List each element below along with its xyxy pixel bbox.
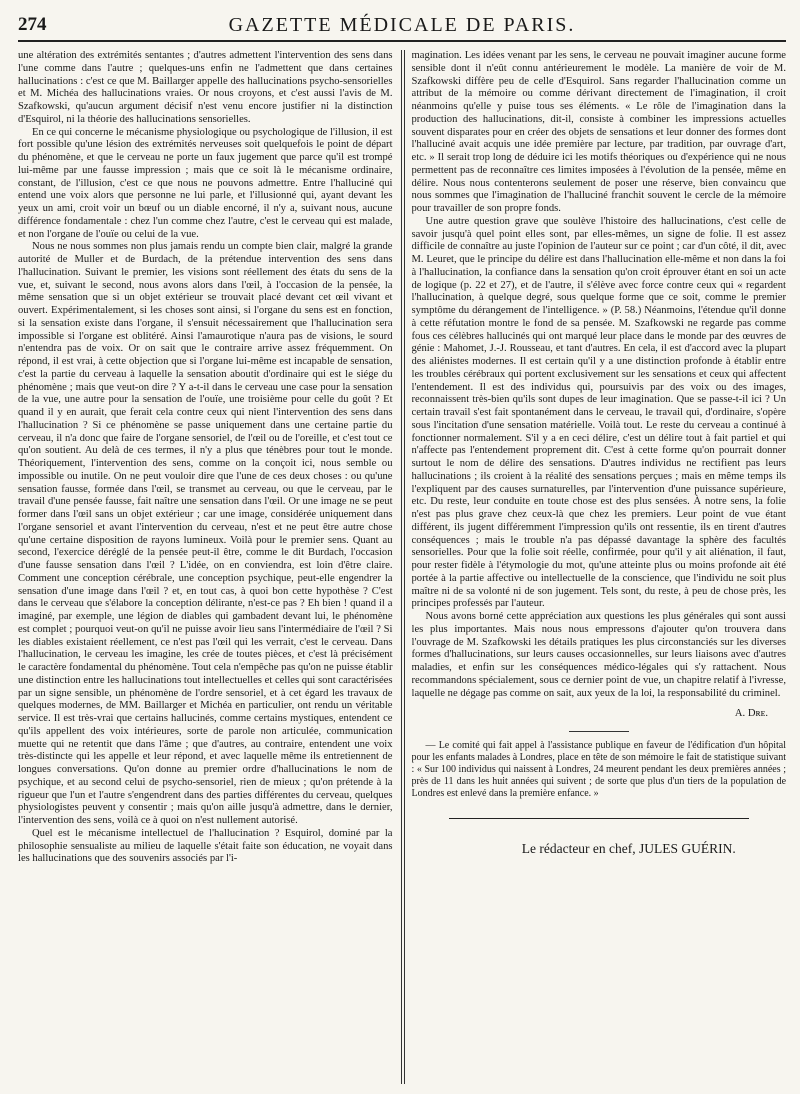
paragraph: En ce qui concerne le mécanisme physiologique ou psychologique de l'illusion, il est fort possible qu'une lésion des extrémités nerveuses soit quelquefois le point de départ du phénomène, et que le cerveau ne porte un faux jugement que parce qu'il est trompé lui-même par une fausse impression ; mais que ce soit là le mécanisme ordinaire, constant, de l'illusion, c'est ce que nous ne pouvons admettre. Entre l'halluciné qui entend une voix alors que personne ne lui parle, et l'illusionné qui, ayant devant les yeux un ami, croit voir un bœuf ou un diable encorné, il n'y a, suivant nous, aucune différence fondamentale : chez l'un comme chez l'autre, c'est le cerveau qui est malade, et non l'organe de l'ouïe ou celui de la vue. bbox=[18, 126, 393, 240]
paragraph: Nous avons borné cette appréciation aux questions les plus générales qui sont aussi les plus importantes. Mais nous nous empressons d'ajouter qu'on trouvera dans l'ouvrage de M. Szafkowski les détails pratiques les plus circonstanciés sur les diverses formes d'hallucinations, sur leurs causes occasionnelles, sur leurs liaisons avec d'autres maladies, et enfin sur les conséquences médico-légales qui s'y rattachent. Nous recommandons spécialement, sous ce dernier point de vue, un chapitre relatif à l'ivresse, laquelle ne dégage pas comme on sait, aux yeux de la loi, la responsabilité du criminel. bbox=[411, 611, 787, 699]
paragraph: Nous ne nous sommes non plus jamais rendu un compte bien clair, malgré la grande autorité de Muller et de Burdach, de la prétendue intervention des sens dans l'hallucination. Suivant le premier, les visions sont réellement des états du sens de la vue, et, suivant le second, nous avons alors dans l'œil, à l'occasion de la pensée, la même sensation que si un objet extérieur se trouvait placé devant cet œil vivant et ouvert. Expérimentalement, si les choses sont ainsi, si l'organe du sens est en fonction, si la sensation existe dans l'organe, il s'ensuit nécessairement que l'hallucination sera impossible si l'organe est oblitéré. Ainsi l'amaurotique n'aura pas de visions, le sourd n'entendra pas de voix. Or on sait que le contraire arrive assez fréquemment. On répond, il est vrai, à cette objection que si l'organe lui-même est incapable de sensation, c'est la partie du cerveau à laquelle la sensation aboutit d'ordinaire qui est le siége du phénomène ; mais que veut-on dire ? Y a-t-il dans le cerveau une case pour la sensation de la vue, une autre pour la sensation de l'ouïe, une troisième pour celle du goût ? Et quand il y en aurait, que ferait cela contre ceux qui nient l'intervention des sens dans l'hallucination ? Si ce phénomène se passe uniquement dans une certaine partie du cerveau, il n'a donc que faire de l'organe sensoriel, de l'œil ou de l'oreille, et c'est tout ce qu'on soutient. Au delà de ces termes, il n'y a plus que ténèbres pour tout le monde. Théoriquement, l'intervention des sens, comme on la conçoit ici, nous semble ou impossible ou inutile. On ne peut vouloir dire que l'une de ces deux choses : ou qu'une sensation fausse, formée dans l'œil, se transmet au cerveau, ou que le cerveau, par le travail d'une pensée fausse, fait naître une sensation dans l'œil. Or une image ne se peut former dans l'œil sans un objet extérieur ; car une image, considérée uniquement dans l'organe sensoriel et avant l'intervention du cerveau, n'est et ne peut être autre chose qu'une certaine disposition de rayons lumineux. Voilà pour le premier sens. Quant au second, l'exercice déréglé de la pensée peut-il être, comme le dit Burdach, l'occasion d'une fausse sensation dans l'œil ? L'idée, on en conviendra, est loin d'être claire. Comment une conception cérébrale, une conception psychique, peut-elle engendrer la sensation d'une image dans l'œil ? et, en tout cas, à quoi bon cette hypothèse ? C'est dans le cerveau que s'élabore la conception délirante, n'est-ce pas ? Eh bien ! quand il a imaginé, par exemple, une légion de diables qui gambadent devant lui, le phénomène est complet ; pourquoi veut-on qu'il ne puisse avoir lieu sans l'intermédiaire de l'œil ? Si les diables existaient réellement, ce n'est pas l'œil qui les verrait, c'est le cerveau. Dans l'hallucination, le cerveau les imagine, les crée de toutes pièces, et c'est là précisément le caractère fondamental du phénomène. Tout cela n'empêche pas qu'on ne puisse établir une distinction entre les hallucinations tout intellectuelles et celles qui sont caractérisées par un signe sensible, un phénomène de l'ordre sensoriel, et à cet égard les travaux de quelques modernes, de MM. Baillarger et Michéa en particulier, ont rendu un véritable service. Il est très-vrai que certains hallucinés, comme certains mystiques, entendent ce qu'ils appellent des voix intérieures, sorte de parole non articulée, communication muette qui ne retentit que dans l'âme ; que d'autres, au contraire, entendent une voix très-distincte qui les appelle et leur répond, et avec laquelle même ils entretiennent de longues conversations. Qu'on donne au premier ordre d'hallucinations le nom de psychique, et au second celui de psycho-sensoriel, rien de mieux ; qu'on prétende à la rigueur que l'un et l'autre s'engendrent dans des parties différentes du cerveau, quelques physiologistes peuvent y consentir ; mais qu'on aille jusqu'à admettre, dans le dernier, l'intervention des sens, voilà ce à quoi on n'est nullement autorisé. bbox=[18, 241, 393, 826]
editor-line: Le rédacteur en chef, JULES GUÉRIN. bbox=[521, 841, 736, 856]
right-column bbox=[412, 50, 787, 1084]
news-note bbox=[412, 740, 787, 800]
column-divider bbox=[401, 50, 405, 1084]
paragraph: Une autre question grave que soulève l'histoire des hallucinations, c'est celle de savoir jusqu'à quel point elles sont, par elles-mêmes, un signe de folie. Il est assez difficile de connaître au juste l'opinion de l'auteur sur ce point ; car d'un côté, il dit, avec M. Leuret, que le principe du délire est dans l'hallucination elle-même et non dans la foi à l'hallucination, la confiance dans la sensation qu'on croit éprouver étant en soi un acte de logique (p. 22 et 27), et de l'autre, il s'élève avec force contre ceux qui « regardent l'hallucination, à quelque degré, sous quelque forme que ce soit, comme le premier symptôme du dérangement de l'intelligence. » (P. 58.) Néanmoins, l'étendue qu'il donne à cette réfutation montre le fond de sa pensée. M. Szafkowski ne regarde pas comme fous ces célèbres hallucinés qui ont marqué leur place dans le monde par des œuvres de génie : Mahomet, J.-J. Rousseau, et tant d'autres. En cela, il est d'accord avec la plupart des aliénistes modernes. Il est certain qu'il y a une distinction profonde à établir entre les troubles cérébraux qui portent exclusivement sur les sensations et ceux qui affectent l'entendement. Il est des individus qui, poursuivis par des voix ou des images, reconnaissent très-bien qu'ils sont dupes de leur imagination. Que se passe-t-il ici ? Un certain travail s'est fait spontanément dans le cerveau, le travail qui, d'ordinaire, s'opère sous l'incitation d'une sensation matérielle. Voilà tout. Le reste du cerveau a continué à fonctionner normalement. S'il y a en ceci délire, c'est un délire tout à fait partiel et qui n'affecte pas l'entendement proprement dit. C'est à cette forme qu'on pourrait donner surtout le nom de délire des sensations. D'autres individus ne rectifient pas leurs hallucinations ; ils croient à la réalité des sensations perçues ; mais en même temps ils l'expliquent par des causes surnaturelles, par l'intervention d'une puissance supérieure, etc. Du reste, leur conduite en toute chose est des plus sensées. À notre sens, la folie n'est pas plus grave chez ceux-là que chez les premiers. Leur point de vue étant différent, ils jugent différemment l'impression qu'ils ont ressentie, ils en tirent d'autres conséquences ; mais le trouble n'a pas dépassé davantage la sphère des facultés sensorielles. Pour que la folie soit réelle, confirmée, pour qu'il y ait aliénation, il faut, pour rester fidèle à l'étymologie du mot, qu'une atteinte plus ou moins profonde ait été portée à la partie affective ou intellectuelle de la conscience, que l'individu ne soit plus maître ni de sa volonté ni de son jugement. Tels sont, du reste, à peu de chose près, les principes professés par l'auteur. bbox=[411, 215, 787, 610]
paragraph: magination. Les idées venant par les sens, le cerveau ne pouvait imaginer aucune forme sensible dont il n'eût connu antérieurement le modèle. La manière de voir de M. Szafkowski diffère peu de celle d'Esquirol. Sans regarder l'hallucination comme un attribut de la mémoire ou comme dérivant directement de l'imagination, il croit néanmoins qu'elle y puise tous ses éléments. « Le rôle de l'imagination dans la production des hallucinations, dit-il, consiste à combiner les impressions actuelles souvent disparates pour en créer des objets de sensations et leur donner des formes dont l'halluciné avait acquis une idée première par lecture, par tradition, par ouvrage d'art, etc. » Il serait trop long de déduire ici les motifs théoriques ou d'expérience qui ne nous permettent pas de reconnaître ces limites imposées à l'évolution de la pensée, même en délire. Nous nous contenterons seulement de poser une réserve, bien convaincu que nous sommes que l'imagination de l'halluciné franchit souvent le cercle de la mémoire pour travailler de son propre fonds. bbox=[411, 50, 787, 214]
divider bbox=[449, 818, 749, 819]
paragraph: Quel est le mécanisme intellectuel de l'hallucination ? Esquirol, dominé par la philosophie sensualiste au milieu de laquelle s'était faite son éducation, ne voyait dans les hallucinations que des souvenirs associés par l'i- bbox=[18, 827, 393, 865]
news-note-text: — Le comité qui fait appel à l'assistance publique en faveur de l'édification d'un hôpital pour les enfants malades à Londres, place en tête de son mémoire le fait de statistique suivant : « Sur 100 individus qui naissent à Londres, 24 meurent pendant les deux premières années ; près de 11 dans les huit années qui suivent ; de sorte que plus d'un tiers de la population de Londres est enlevé dans la première enfance. » bbox=[411, 740, 787, 799]
page-number: 274 bbox=[18, 14, 47, 35]
paragraph: une altération des extrémités sentantes ; d'autres admettent l'intervention des sens dans l'une comme dans l'autre ; quelques-uns enfin ne l'admettent que dans certaines hallucinations : c'est ce que M. Baillarger appelle des hallucinations psycho-sensorielles et M. Michéa des hallucinations vraies. Or nous croyons, et c'est aussi l'avis de M. Szafkowski, qu'aucun argument décisif n'est venu encore justifier ni la distinction d'Esquirol, ni la théorie des hallucinations sensorielles. bbox=[18, 50, 393, 125]
author-signature: A. Dʀᴇ. bbox=[734, 708, 769, 720]
left-column bbox=[18, 50, 393, 1084]
page-header bbox=[18, 8, 786, 42]
divider bbox=[569, 731, 629, 732]
article-columns bbox=[18, 50, 786, 1084]
journal-title: GAZETTE MÉDICALE DE PARIS. bbox=[228, 14, 576, 36]
